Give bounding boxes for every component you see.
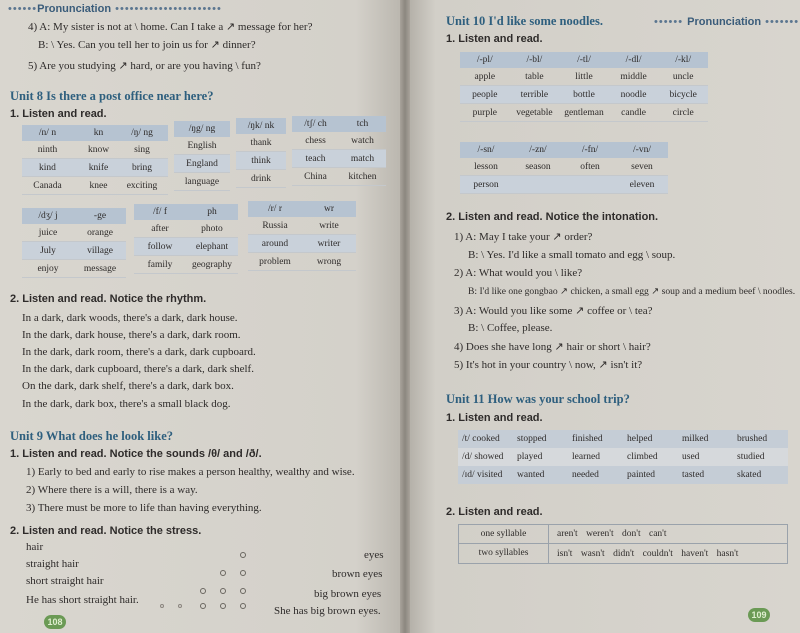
unit11-listen2-heading: 2. Listen and read. xyxy=(446,506,543,518)
rhythm-line-3: In the dark, dark room, there's a dark, dark cupboard. xyxy=(22,346,256,358)
stress-dot-small xyxy=(178,604,182,608)
table-pl-kl: /-pl/ /-bl/ /-tl/ /-dl/ /-kl/ apple table little middle uncle people terrible bottle noodle bicycle purple vegetable gentleman candle circle xyxy=(460,52,708,122)
stress-dot xyxy=(240,570,246,576)
intonation-line-8: 5) It's hot in your country \ now, ↗ isn't it? xyxy=(454,359,643,371)
stress-left-2: straight hair xyxy=(26,558,79,570)
page-number-right: 109 xyxy=(748,608,770,622)
page-number-left: 108 xyxy=(44,615,66,629)
table-ngg: /ŋg/ ng English England language xyxy=(174,121,230,191)
stress-dot-small xyxy=(160,604,164,608)
unit8-listen-heading: 1. Listen and read. xyxy=(10,108,107,120)
stress-right-3: big brown eyes xyxy=(314,588,382,600)
top-line-2: B: \ Yes. Can you tell her to join us for ↗ dinner? xyxy=(38,39,256,51)
table-r-wr: /r/ r wr Russia write around writer problem wrong xyxy=(248,201,356,271)
sounds-line-2: 2) Where there is a will, there is a way. xyxy=(26,484,198,496)
intonation-line-7: 4) Does she have long ↗ hair or short \ hair? xyxy=(454,341,651,353)
stress-left-1: hair xyxy=(26,541,44,553)
intonation-line-1: 1) A: May I take your ↗ order? xyxy=(454,231,593,243)
unit10-listen-heading: 1. Listen and read. xyxy=(446,33,543,45)
intonation-line-2: B: \ Yes. I'd like a small tomato and egg \ soup. xyxy=(468,249,676,261)
top-line-3: 5) Are you studying ↗ hard, or are you having \ fun? xyxy=(28,60,261,72)
stress-dot xyxy=(200,603,206,609)
pronunciation-tag-left: ••••••Pronunciation •••••••••••••••••••••• xyxy=(8,3,222,15)
rhythm-heading: 2. Listen and read. Notice the rhythm. xyxy=(10,293,207,305)
stress-left-4: He has short straight hair. xyxy=(26,594,139,606)
stress-dot xyxy=(200,588,206,594)
unit11-listen-heading: 1. Listen and read. xyxy=(446,412,543,424)
stress-heading: 2. Listen and read. Notice the stress. xyxy=(10,525,202,537)
sounds-heading: 1. Listen and read. Notice the sounds /θ/ and /ð/. xyxy=(10,448,262,460)
unit10-title: Unit 10 I'd like some noodles. xyxy=(446,14,603,28)
table-f-ph: /f/ f ph after photo follow elephant family geography xyxy=(134,204,238,274)
stress-dot xyxy=(220,588,226,594)
sounds-line-3: 3) There must be more to life than having everything. xyxy=(26,502,262,514)
unit9-title: Unit 9 What does he look like? xyxy=(10,429,173,443)
ed-endings-table: /t/ cooked stopped finished helped milked brushed /d/ showed played learned climbed used studied /ɪd/ visited wanted needed painted tasted skated xyxy=(458,430,788,484)
book-gutter xyxy=(400,0,410,633)
table-sn-vn: /-sn/ /-zn/ /-fn/ /-vn/ lesson season often seven person eleven xyxy=(460,142,668,194)
intonation-line-5: 3) A: Would you like some ↗ coffee or \ tea? xyxy=(454,305,653,317)
table-n-kn: /n/ n kn ninth know kind knife Canada knee xyxy=(22,125,124,195)
stress-right-4: She has big brown eyes. xyxy=(274,605,381,617)
right-page xyxy=(404,0,800,633)
top-line-1: 4) A: My sister is not at \ home. Can I take a ↗ message for her? xyxy=(28,21,313,33)
syllables-table: one syllable aren't weren't don't can't two syllables isn't wasn't didn't couldn't haven't hasn't xyxy=(458,524,788,564)
table-nk: /ŋk/ nk thank think drink xyxy=(236,118,286,188)
unit8-title: Unit 8 Is there a post office near here? xyxy=(10,89,214,103)
sounds-line-1: 1) Early to bed and early to rise makes a person healthy, wealthy and wise. xyxy=(26,466,355,478)
stress-right-1: eyes xyxy=(364,549,384,561)
unit11-title: Unit 11 How was your school trip? xyxy=(446,392,630,406)
rhythm-line-6: In the dark, dark box, there's a small black dog. xyxy=(22,398,231,410)
table-dj-ge: /dʒ/ j -ge juice orange July village enjoy message xyxy=(22,208,126,278)
rhythm-line-4: In the dark, dark cupboard, there's a dark, dark shelf. xyxy=(22,363,254,375)
intonation-heading: 2. Listen and read. Notice the intonation. xyxy=(446,211,659,223)
intonation-line-4: B: I'd like one gongbao ↗ chicken, a small egg ↗ soup and a medium beef \ noodles. xyxy=(468,286,796,297)
rhythm-line-5: On the dark, dark shelf, there's a dark, dark box. xyxy=(22,380,234,392)
intonation-line-6: B: \ Coffee, please. xyxy=(468,322,553,334)
stress-left-3: short straight hair xyxy=(26,575,104,587)
rhythm-line-1: In a dark, dark woods, there's a dark, dark house. xyxy=(22,312,238,324)
stress-right-2: brown eyes xyxy=(332,568,383,580)
stress-dot xyxy=(220,603,226,609)
stress-dot xyxy=(240,588,246,594)
stress-dot xyxy=(240,603,246,609)
stress-dot xyxy=(240,552,246,558)
table-ng: /ŋ/ ng sing bring exciting xyxy=(116,125,168,195)
rhythm-line-2: In the dark, dark house, there's a dark, dark room. xyxy=(22,329,241,341)
table-ch-tch: /tʃ/ ch tch chess watch teach match China kitchen xyxy=(292,116,386,186)
stress-dot xyxy=(220,570,226,576)
intonation-line-3: 2) A: What would you \ like? xyxy=(454,267,583,279)
pronunciation-tag-right: •••••• Pronunciation ••••••• xyxy=(654,16,800,28)
